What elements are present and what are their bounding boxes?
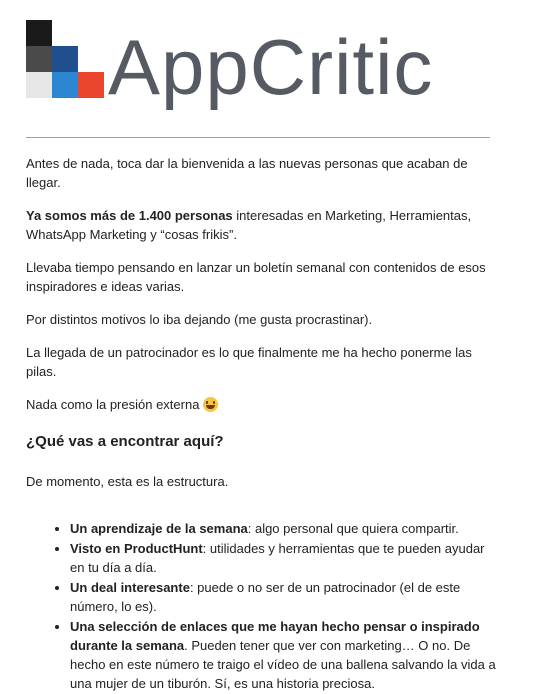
paragraph-procrastination: Por distintos motivos lo iba dejando (me gusta procrastinar). bbox=[26, 312, 373, 327]
list-item-text: . Pueden tener que ver con marketing… O no. De hecho en este número te traigo el vídeo de una ballena salvando la vida a una mujer de un tiburón. Sí, es una historia preciosa. bbox=[70, 638, 496, 691]
paragraph-text: interesadas en Marketing, Herramientas, WhatsApp Marketing y “cosas frikis”. bbox=[26, 208, 472, 242]
logo-square bbox=[26, 20, 52, 46]
section-heading: ¿Qué vas a encontrar aquí? bbox=[26, 433, 224, 450]
brand-name: AppCritic bbox=[108, 23, 434, 111]
paragraph-pressure bbox=[26, 395, 496, 414]
paragraph-sponsor: La llegada de un patrocinador es lo que finalmente me ha hecho ponerme las pilas. bbox=[26, 345, 472, 379]
paragraph-welcome: Antes de nada, toca dar la bienvenida a las nuevas personas que acaban de llegar. bbox=[26, 156, 468, 190]
list-item bbox=[70, 519, 496, 538]
list-item-title: Una selección de enlaces que me hayan hecho pensar o inspirado durante la semana bbox=[70, 619, 480, 653]
paragraph-structure: De momento, esta es la estructura. bbox=[26, 474, 229, 489]
appcritic-logo bbox=[26, 20, 486, 111]
logo-square bbox=[52, 46, 78, 72]
list-item bbox=[70, 539, 496, 577]
logo-square bbox=[26, 72, 52, 98]
logo-square bbox=[78, 72, 104, 98]
list-item-text: : utilidades y herramientas que te pueden ayudar en tu día a día. bbox=[70, 541, 485, 575]
list-item bbox=[70, 578, 496, 616]
structure-list bbox=[26, 519, 496, 693]
subscribers-highlight: Ya somos más de 1.400 personas bbox=[26, 208, 233, 223]
grinning-face-icon bbox=[203, 397, 218, 412]
list-item-title: Un deal interesante bbox=[70, 580, 190, 595]
list-item-text: : algo personal que quiera compartir. bbox=[247, 521, 459, 536]
paragraph-idea: Llevaba tiempo pensando en lanzar un boletín semanal con contenidos de esos inspiradores e ideas varias. bbox=[26, 260, 486, 294]
list-item-text: : puede o no ser de un patrocinador (el de este número, lo es). bbox=[70, 580, 461, 614]
divider bbox=[26, 137, 490, 138]
logo-square bbox=[26, 46, 52, 72]
logo-square bbox=[52, 72, 78, 98]
list-item bbox=[70, 617, 496, 693]
newsletter-body bbox=[26, 154, 496, 694]
list-item-title: Un aprendizaje de la semana bbox=[70, 521, 248, 536]
list-item-title: Visto en ProductHunt bbox=[70, 541, 203, 556]
paragraph-subscribers bbox=[26, 206, 496, 244]
paragraph-text: Nada como la presión externa bbox=[26, 397, 204, 412]
